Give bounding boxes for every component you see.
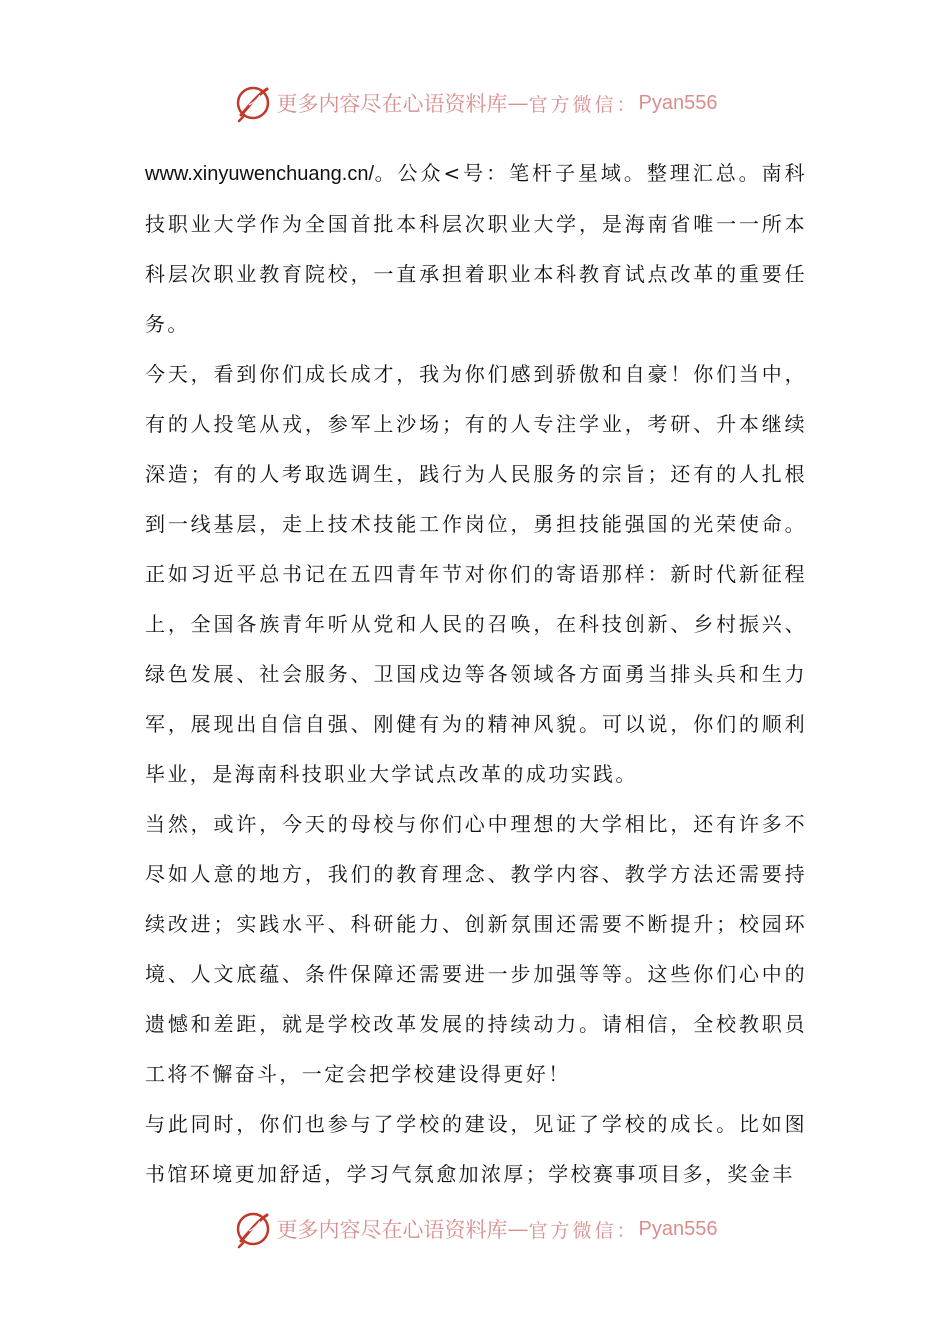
paragraph-3: 当然，或许，今天的母校与你们心中理想的大学相比，还有许多不尽如人意的地方，我们的教育理念、教学内容、教学方法还需要持续改进；实践水平、科研能力、创新氛围还需要不断提升；校园环境、人文底蕴、条件保障还需要进一步加强等等。这些你们心中的遗憾和差距，就是学校改革发展的持续动力。请相信，全校教职员工将不懈奋斗，一定会把学校建设得更好！ — [145, 812, 807, 1086]
header-banner-content — [233, 83, 718, 123]
pen-logo-icon — [233, 83, 273, 123]
banner-separator: — — [507, 91, 529, 115]
document-body — [145, 148, 807, 1199]
header-banner — [0, 79, 950, 127]
footer-banner — [0, 1205, 950, 1253]
footer-banner-content — [233, 1209, 718, 1249]
paragraph-1 — [145, 148, 807, 349]
website-url: www.xinyuwenchuang.cn/ — [145, 163, 375, 185]
banner-wechat-id: Pyan556 — [638, 1217, 718, 1240]
banner-title: 更多内容尽在心语资料库 — [276, 1218, 508, 1242]
banner-separator: — — [507, 1217, 529, 1241]
paragraph-1-text: 。公众<号：笔杆子星域。整理汇总。南科技职业大学作为全国首批本科层次职业大学，是海南省唯一一所本科层次职业教育院校，一直承担着职业本科教育试点改革的重要任务。 — [145, 161, 807, 336]
paragraph-2: 今天，看到你们成长成才，我为你们感到骄傲和自豪！你们当中，有的人投笔从戎，参军上沙场；有的人专注学业，考研、升本继续深造；有的人考取选调生，践行为人民服务的宗旨；还有的人扎根到一线基层，走上技术技能工作岗位，勇担技能强国的光荣使命。正如习近平总书记在五四青年节对你们的寄语那样：新时代新征程上，全国各族青年听从党和人民的召唤，在科技创新、乡村振兴、绿色发展、社会服务、卫国戍边等各领域各方面勇当排头兵和生力军，展现出自信自强、刚健有为的精神风貌。可以说，你们的顺利毕业，是海南科技职业大学试点改革的成功实践。 — [145, 362, 807, 786]
pen-logo-icon — [233, 1209, 273, 1249]
paragraph-4: 与此同时，你们也参与了学校的建设，见证了学校的成长。比如图书馆环境更加舒适，学习气氛愈加浓厚；学校赛事项目多，奖金丰 — [145, 1112, 807, 1186]
banner-wechat-label: 官方微信： — [528, 93, 639, 116]
banner-wechat-label: 官方微信： — [528, 1219, 639, 1242]
banner-wechat-id: Pyan556 — [638, 91, 718, 114]
banner-title: 更多内容尽在心语资料库 — [276, 92, 508, 116]
